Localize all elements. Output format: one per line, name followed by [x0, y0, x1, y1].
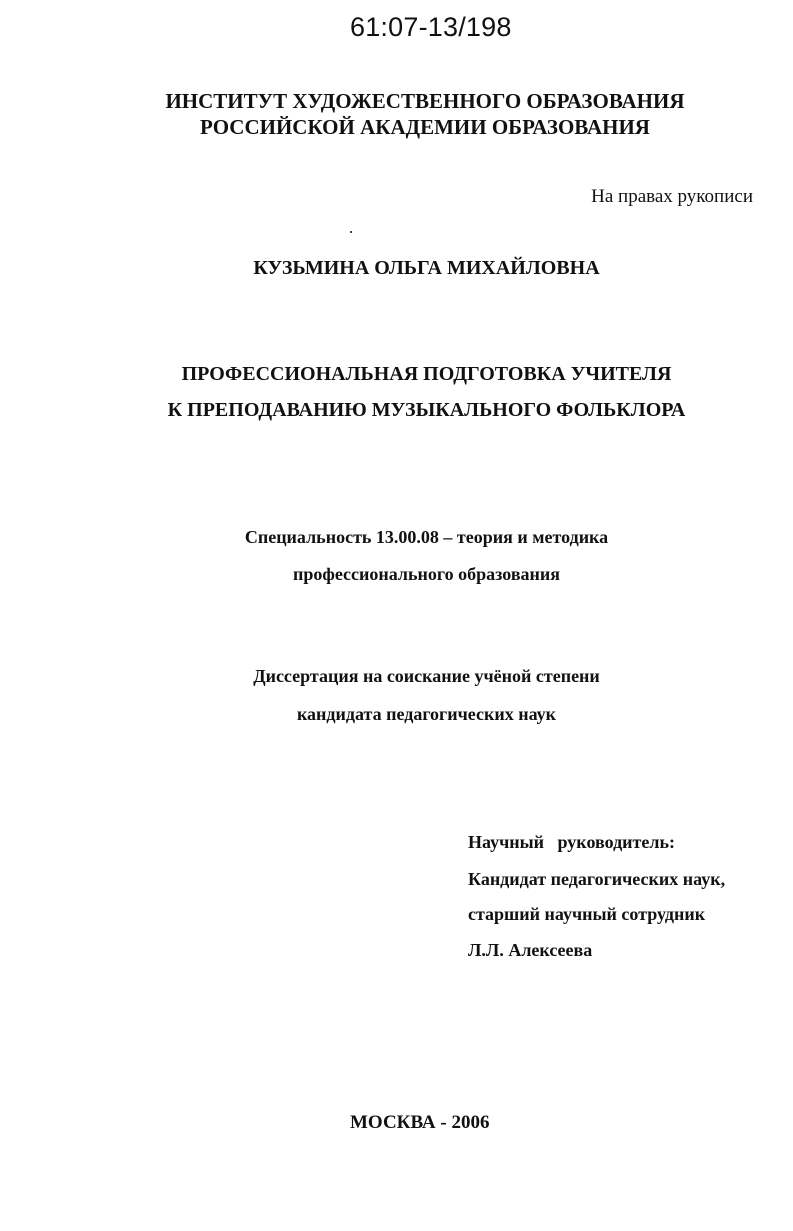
supervisor-name: Л.Л. Алексеева — [468, 940, 593, 960]
title-line-2: К ПРЕПОДАВАНИЮ МУЗЫКАЛЬНОГО ФОЛЬКЛОРА — [167, 399, 686, 421]
supervisor-position: старший научный сотрудник — [468, 904, 706, 924]
title-line-1: ПРОФЕССИОНАЛЬНАЯ ПОДГОТОВКА УЧИТЕЛЯ — [181, 363, 672, 385]
institution-line-2: РОССИЙСКОЙ АКАДЕМИИ ОБРАЗОВАНИЯ — [200, 115, 650, 139]
dissertation-line-2: кандидата педагогических наук — [296, 704, 557, 724]
author-name: КУЗЬМИНА ОЛЬГА МИХАЙЛОВНА — [253, 257, 600, 279]
registry-code: 61:07-13/198 — [350, 12, 512, 42]
institution-line-1: ИНСТИТУТ ХУДОЖЕСТВЕННОГО ОБРАЗОВАНИЯ — [165, 89, 685, 113]
specialty-line-2: профессионального образования — [292, 564, 561, 584]
city-year: МОСКВА - 2006 — [350, 1112, 490, 1133]
specialty-line-1: Специальность 13.00.08 – теория и методика — [244, 527, 609, 547]
dissertation-line-1: Диссертация на соискание учёной степени — [253, 666, 600, 686]
scan-speck — [350, 231, 352, 233]
supervisor-degree: Кандидат педагогических наук, — [468, 869, 726, 889]
rights-note: На правах рукописи — [591, 186, 753, 207]
supervisor-heading: Научный руководитель: — [468, 832, 675, 852]
